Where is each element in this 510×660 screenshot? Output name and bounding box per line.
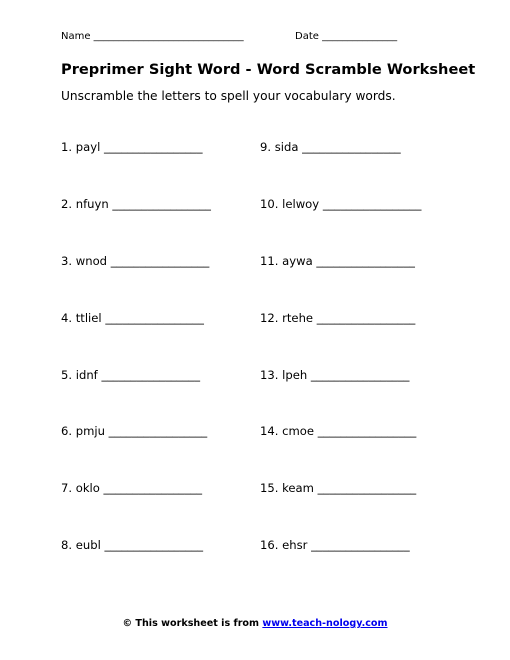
word-item: 16. ehsr _________________ <box>260 538 410 552</box>
word-item: 15. keam _________________ <box>260 481 417 495</box>
word-item: 1. payl _________________ <box>61 140 203 154</box>
word-item: 14. cmoe _________________ <box>260 424 417 438</box>
word-item: 4. ttliel _________________ <box>61 311 204 325</box>
word-item: 8. eubl _________________ <box>61 538 204 552</box>
worksheet-title: Preprimer Sight Word - Word Scramble Worksheet <box>61 61 476 78</box>
header-fields <box>61 31 398 42</box>
footer-link[interactable]: www.teach-nology.com <box>262 618 388 629</box>
name-field: Name ______________________________ <box>61 31 244 42</box>
word-item: 2. nfuyn _________________ <box>61 197 211 211</box>
footer-prefix: © This worksheet is from <box>122 618 263 629</box>
word-item: 12. rtehe _________________ <box>260 311 416 325</box>
word-item: 5. idnf _________________ <box>61 368 200 382</box>
word-item: 3. wnod _________________ <box>61 254 210 268</box>
word-item: 10. lelwoy _________________ <box>260 197 422 211</box>
instructions-text: Unscramble the letters to spell your vocabulary words. <box>61 89 396 103</box>
word-item: 9. sida _________________ <box>260 140 401 154</box>
word-item: 6. pmju _________________ <box>61 424 208 438</box>
word-item: 7. oklo _________________ <box>61 481 203 495</box>
footer-credit <box>0 618 510 629</box>
word-item: 11. aywa _________________ <box>260 254 415 268</box>
word-item: 13. lpeh _________________ <box>260 368 410 382</box>
date-field: Date _______________ <box>295 31 398 42</box>
